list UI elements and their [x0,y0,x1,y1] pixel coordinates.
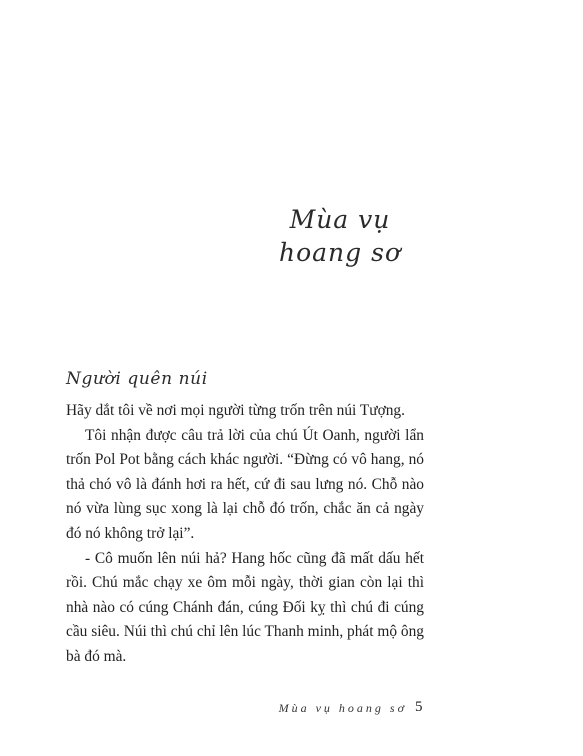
paragraph-2: Tôi nhận được câu trả lời của chú Út Oanh, người lẩn trốn Pol Pot bằng cách khác người. “Đừng có vô hang, nó thả chó vô là đánh hơi ra hết, cứ đi sau lưng nó. Chỗ nào nó vừa lùng sục xong là lại chỗ đó trốn, chắc ăn cả ngày đó nó không trở lại”. [66,426,424,542]
paragraph-3: - Cô muốn lên núi hả? Hang hốc cũng đã mất dấu hết rồi. Chú mắc chạy xe ôm mỗi ngày, thời gian còn lại thì nhà nào có cúng Chánh đán, cúng Đối kỵ thì chú đi cúng cầu siêu. Núi thì chú chỉ lên lúc Thanh minh, phát mộ ông bà đó mà. [66,549,424,665]
body-text [66,399,424,670]
running-footer-title: Mùa vụ hoang sơ [278,701,407,715]
chapter-title [250,203,430,269]
paragraph-1: Hãy dắt tôi về nơi mọi người từng trốn trên núi Tượng. [66,402,405,419]
chapter-title-line-1: Mùa vụ [289,205,391,234]
section-heading: Người quên núi [66,369,208,389]
page-number: 5 [415,699,423,715]
chapter-title-line-2: hoang sơ [279,238,401,267]
